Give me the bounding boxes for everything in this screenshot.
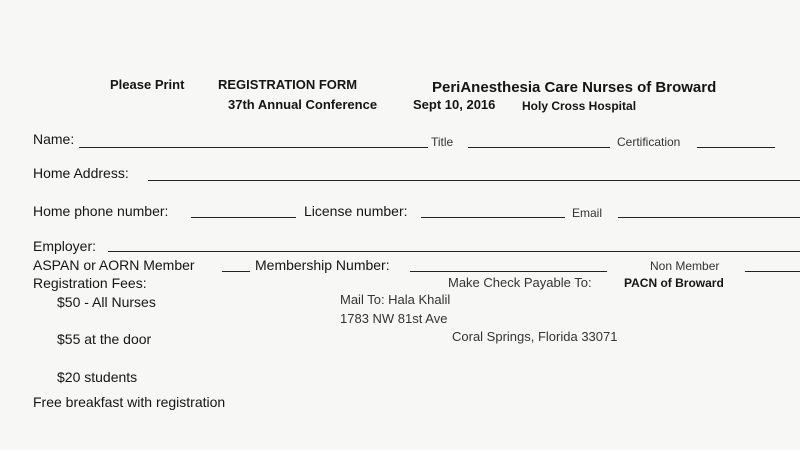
breakfast-note: Free breakfast with registration (33, 394, 226, 410)
certification-label: Certification (617, 135, 681, 149)
conference-venue: Holy Cross Hospital (522, 99, 637, 113)
name-field[interactable] (79, 146, 428, 148)
home-address-field[interactable] (148, 179, 800, 181)
registration-fees-label: Registration Fees: (33, 275, 147, 291)
mail-city: Coral Springs, Florida 33071 (452, 329, 618, 344)
employer-label: Employer: (33, 238, 97, 254)
employer-field[interactable] (108, 250, 800, 252)
mail-street: 1783 NW 81st Ave (340, 311, 448, 326)
email-label: Email (572, 206, 603, 220)
member-field[interactable] (222, 270, 250, 272)
email-field[interactable] (618, 216, 800, 218)
title-label: Title (431, 135, 454, 149)
license-number-field[interactable] (421, 216, 565, 218)
member-label: ASPAN or AORN Member (33, 257, 195, 273)
home-address-label: Home Address: (33, 165, 129, 181)
non-member-field[interactable] (745, 270, 800, 272)
membership-number-field[interactable] (410, 270, 607, 272)
please-print-label: Please Print (110, 77, 185, 92)
form-title: REGISTRATION FORM (218, 77, 358, 92)
payee: PACN of Broward (624, 276, 724, 290)
license-number-label: License number: (304, 203, 408, 219)
home-phone-label: Home phone number: (33, 203, 169, 219)
certification-field[interactable] (697, 146, 775, 148)
membership-number-label: Membership Number: (255, 257, 390, 273)
conference-date: Sept 10, 2016 (413, 97, 496, 112)
conference-name: 37th Annual Conference (228, 97, 378, 112)
non-member-label: Non Member (650, 259, 720, 273)
name-label: Name: (33, 131, 75, 147)
fee-item: $20 students (57, 369, 138, 385)
payable-label: Make Check Payable To: (448, 275, 592, 290)
fee-item: $50 - All Nurses (57, 294, 156, 310)
mail-to: Mail To: Hala Khalil (340, 292, 451, 307)
organization-name: PeriAnesthesia Care Nurses of Broward (432, 79, 717, 96)
home-phone-field[interactable] (191, 216, 296, 218)
title-field[interactable] (468, 146, 610, 148)
fee-item: $55 at the door (57, 331, 152, 347)
